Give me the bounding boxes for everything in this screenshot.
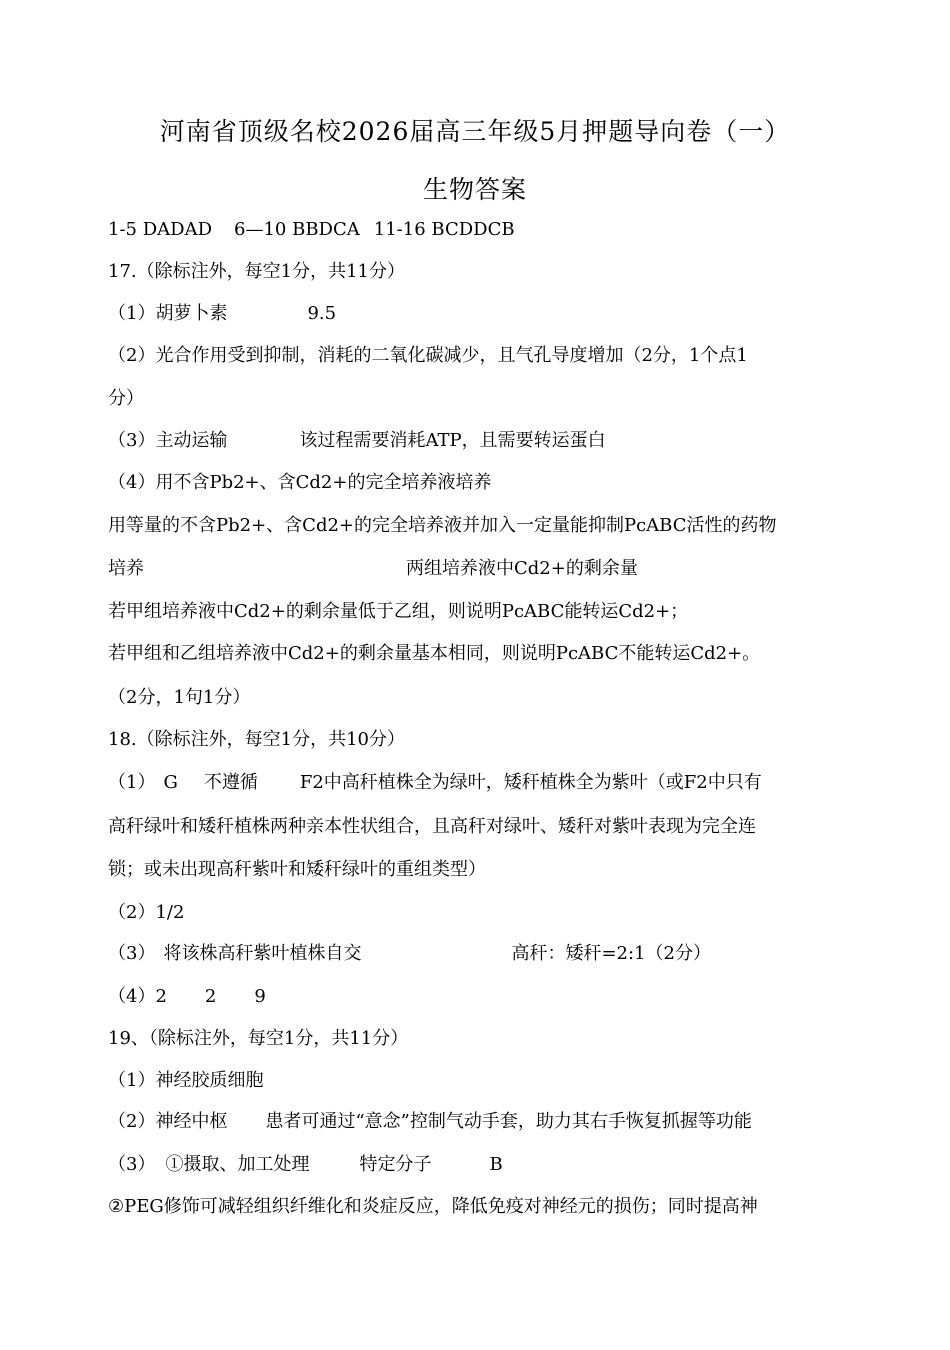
q18-part1-a: G xyxy=(163,772,178,793)
q18-part4-c: 9 xyxy=(254,986,266,1007)
q18-part3-b: 高秆：矮秆=2:1（2分） xyxy=(511,943,711,964)
q18-part4-b: 2 xyxy=(204,986,217,1007)
q17-part4-line3 xyxy=(108,557,638,581)
q17-part3-label: （3）主动运输 xyxy=(108,430,228,451)
q17-part4-line2: 用等量的不含Pb2+、含Cd2+的完全培养液并加入一定量能抑制PcABC活性的药物 xyxy=(108,515,777,536)
mc-answers-1-5: 1-5 DADAD xyxy=(108,219,213,240)
q19-part2 xyxy=(108,1110,752,1134)
q18-part1-line3: 锁；或未出现高秆紫叶和矮秆绿叶的重组类型） xyxy=(108,859,486,880)
q17-part4-line3-a: 培养 xyxy=(108,558,144,579)
q18-part1-line2: 高秆绿叶和矮秆植株两种亲本性状组合，且高秆对绿叶、矮秆对紫叶表现为完全连 xyxy=(108,816,756,837)
q17-part4-line4: 若甲组培养液中Cd2+的剩余量低于乙组，则说明PcABC能转运Cd2+； xyxy=(108,601,689,622)
q19-part3-label: （3） xyxy=(108,1154,156,1175)
q17-part2-line1: （2）光合作用受到抑制，消耗的二氧化碳减少，且气孔导度增加（2分，1个点1 xyxy=(108,345,748,366)
q17-part1 xyxy=(108,302,336,326)
page-subtitle: 生物答案 xyxy=(422,175,527,204)
q17-part1-label: （1）胡萝卜素 xyxy=(108,303,228,324)
mc-answers-6-10: 6—10 BBDCA xyxy=(234,219,360,240)
q19-part2-label: （2）神经中枢 xyxy=(108,1111,228,1132)
q19-part3-c: B xyxy=(489,1154,503,1175)
q19-part3-b: 特定分子 xyxy=(359,1154,432,1175)
q17-part2-line2: 分） xyxy=(108,388,144,409)
page-title: 河南省顶级名校2026届高三年级5月押题导向卷（一） xyxy=(159,117,791,146)
q18-part1-b: 不遵循 xyxy=(203,772,258,793)
q18-header: 18.（除标注外，每空1分，共10分） xyxy=(108,729,405,750)
q18-part2: （2）1/2 xyxy=(108,902,185,923)
q18-part1 xyxy=(108,771,762,795)
q18-part4 xyxy=(108,985,266,1009)
q18-part1-c: F2中高秆植株全为绿叶，矮秆植株全为紫叶（或F2中只有 xyxy=(299,772,762,793)
q18-part1-label: （1） xyxy=(108,772,156,793)
q17-part3 xyxy=(108,429,606,453)
q18-part3-label: （3） xyxy=(108,943,156,964)
q17-header: 17.（除标注外，每空1分，共11分） xyxy=(108,261,405,282)
q18-part4-label: （4）2 xyxy=(108,986,167,1007)
mc-answers-11-16: 11-16 BCDDCB xyxy=(373,219,515,240)
q17-part4-line6: （2分，1句1分） xyxy=(108,687,251,708)
q18-part3-a: 将该株高秆紫叶植株自交 xyxy=(163,943,362,964)
q19-header: 19、（除标注外，每空1分，共11分） xyxy=(108,1028,409,1049)
q17-part4-line1: （4）用不含Pb2+、含Cd2+的完全培养液培养 xyxy=(108,472,492,493)
q17-part4-line5: 若甲组和乙组培养液中Cd2+的剩余量基本相同，则说明PcABC不能转运Cd2+。 xyxy=(108,643,761,664)
q19-part2-value: 患者可通过“意念”控制气动手套，助力其右手恢复抓握等功能 xyxy=(265,1111,752,1132)
q19-part1: （1）神经胶质细胞 xyxy=(108,1070,264,1091)
q17-part1-value: 9.5 xyxy=(307,303,337,324)
q19-part3-a: ①摄取、加工处理 xyxy=(165,1154,310,1175)
q18-part3 xyxy=(108,942,711,966)
q17-part3-value: 该过程需要消耗ATP，且需要转运蛋白 xyxy=(299,430,606,451)
q17-part4-line3-b: 两组培养液中Cd2+的剩余量 xyxy=(406,558,638,579)
mc-answers-line xyxy=(108,218,515,242)
q19-part3 xyxy=(108,1153,503,1177)
q19-part3-line2: ②PEG修饰可减轻组织纤维化和炎症反应，降低免疫对神经元的损伤；同时提高神 xyxy=(108,1196,758,1217)
